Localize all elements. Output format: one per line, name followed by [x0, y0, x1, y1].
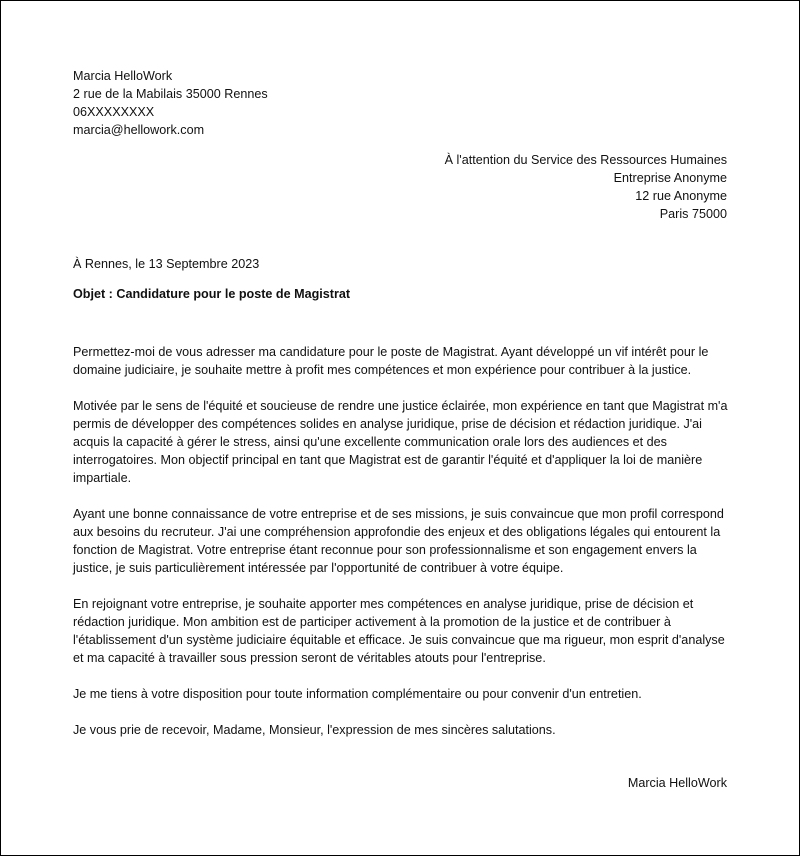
- recipient-block: [227, 151, 727, 223]
- sender-name: Marcia HelloWork: [73, 69, 173, 83]
- letter-date: À Rennes, le 13 Septembre 2023: [73, 257, 260, 271]
- letter-body: [73, 343, 729, 757]
- body-paragraph: En rejoignant votre entreprise, je souhaite apporter mes compétences en analyse juridique, prise de décision et rédaction juridique. Mon ambition est de participer activement à la promotion de la justice et de contribuer à l'établissement d'un système judiciaire équitable et efficace. Je suis convaincue que ma rigueur, mon esprit d'analyse et ma capacité à travailler sous pression seront de véritables atouts pour l'entreprise.: [73, 597, 725, 665]
- recipient-city: Paris 75000: [659, 207, 727, 221]
- signature: Marcia HelloWork: [627, 776, 727, 790]
- sender-email: marcia@hellowork.com: [73, 123, 205, 137]
- closing-paragraph: Je vous prie de recevoir, Madame, Monsieur, l'expression de mes sincères salutations.: [73, 723, 556, 737]
- letter-subject: Objet : Candidature pour le poste de Magistrat: [73, 287, 351, 301]
- body-paragraph: Permettez-moi de vous adresser ma candidature pour le poste de Magistrat. Ayant développé un vif intérêt pour le domaine judiciaire, je souhaite mettre à profit mes compétences et mon expérience pour contribuer à la justice.: [73, 345, 709, 377]
- recipient-attention: À l'attention du Service des Ressources Humaines: [444, 153, 727, 167]
- recipient-street: 12 rue Anonyme: [635, 189, 727, 203]
- sender-address: 2 rue de la Mabilais 35000 Rennes: [73, 87, 268, 101]
- body-paragraph: Motivée par le sens de l'équité et soucieuse de rendre une justice éclairée, mon expérience en tant que Magistrat m'a permis de développer des compétences solides en analyse juridique, prise de décision et rédaction juridique. J'ai acquis la capacité à gérer le stress, ainsi qu'une excellente communication orale lors des audiences et des interrogatoires. Mon objectif principal en tant que Magistrat est de garantir l'équité et d'appliquer la loi de manière impartiale.: [73, 399, 728, 485]
- body-paragraph: Ayant une bonne connaissance de votre entreprise et de ses missions, je suis convaincue que mon profil correspond aux besoins du recruteur. J'ai une compréhension approfondie des enjeux et des obligations légales qui entourent la fonction de Magistrat. Votre entreprise étant reconnue pour son professionnalisme et son engagement envers la justice, je suis particulièrement intéressée par l'opportunité de contribuer à votre équipe.: [73, 507, 724, 575]
- sender-phone: 06XXXXXXXX: [73, 105, 155, 119]
- recipient-company: Entreprise Anonyme: [613, 171, 727, 185]
- sender-block: [73, 67, 473, 139]
- body-paragraph: Je me tiens à votre disposition pour toute information complémentaire ou pour convenir d'un entretien.: [73, 687, 642, 701]
